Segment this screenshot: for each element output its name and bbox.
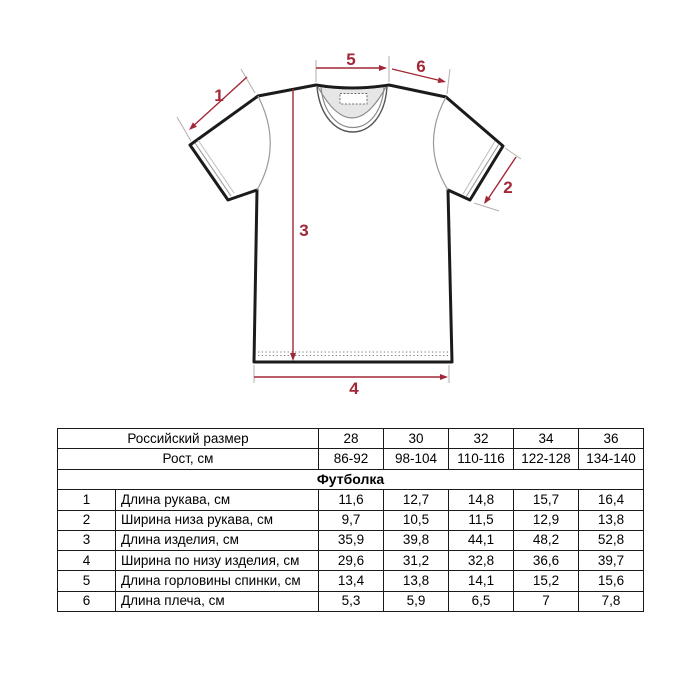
height-value: 134-140 bbox=[579, 449, 644, 469]
value-cell: 32,8 bbox=[449, 551, 514, 571]
value-cell: 10,5 bbox=[384, 510, 449, 530]
value-cell: 36,6 bbox=[514, 551, 579, 571]
value-cell: 29,6 bbox=[319, 551, 384, 571]
measure-label-5: 5 bbox=[346, 50, 356, 69]
size-table bbox=[57, 428, 644, 612]
height-value: 122-128 bbox=[514, 449, 579, 469]
value-cell: 15,6 bbox=[579, 571, 644, 591]
table-row bbox=[58, 591, 644, 611]
table-row-heights bbox=[58, 449, 644, 469]
table-row bbox=[58, 571, 644, 591]
size-value: 36 bbox=[579, 429, 644, 449]
measure-label-3: 3 bbox=[299, 221, 309, 240]
value-cell: 5,9 bbox=[384, 591, 449, 611]
row-number-cell: 5 bbox=[58, 571, 116, 591]
value-cell: 13,8 bbox=[384, 571, 449, 591]
value-cell: 7 bbox=[514, 591, 579, 611]
value-cell: 13,4 bbox=[319, 571, 384, 591]
measure-name-cell: Длина изделия, см bbox=[116, 530, 319, 550]
value-cell: 14,8 bbox=[449, 490, 514, 510]
arrowhead-4 bbox=[440, 374, 448, 380]
value-cell: 39,7 bbox=[579, 551, 644, 571]
row-number-cell: 4 bbox=[58, 551, 116, 571]
value-cell: 9,7 bbox=[319, 510, 384, 530]
value-cell: 11,6 bbox=[319, 490, 384, 510]
row-number-cell: 2 bbox=[58, 510, 116, 530]
value-cell: 15,7 bbox=[514, 490, 579, 510]
height-value: 86-92 bbox=[319, 449, 384, 469]
table-row-section bbox=[58, 469, 644, 490]
size-header-label: Российский размер bbox=[58, 429, 319, 449]
value-cell: 13,8 bbox=[579, 510, 644, 530]
row-number-cell: 1 bbox=[58, 490, 116, 510]
value-cell: 15,2 bbox=[514, 571, 579, 591]
measure-name-cell: Ширина по низу изделия, см bbox=[116, 551, 319, 571]
measure-name-cell: Ширина низа рукава, см bbox=[116, 510, 319, 530]
value-cell: 6,5 bbox=[449, 591, 514, 611]
value-cell: 11,5 bbox=[449, 510, 514, 530]
row-number-cell: 3 bbox=[58, 530, 116, 550]
table-row bbox=[58, 490, 644, 510]
height-header-label: Рост, см bbox=[58, 449, 319, 469]
height-value: 98-104 bbox=[384, 449, 449, 469]
value-cell: 44,1 bbox=[449, 530, 514, 550]
height-value: 110-116 bbox=[449, 449, 514, 469]
size-value: 32 bbox=[449, 429, 514, 449]
value-cell: 5,3 bbox=[319, 591, 384, 611]
table-row bbox=[58, 510, 644, 530]
table-row bbox=[58, 530, 644, 550]
table-row bbox=[58, 551, 644, 571]
measure-label-4: 4 bbox=[349, 379, 359, 398]
size-value: 30 bbox=[384, 429, 449, 449]
value-cell: 48,2 bbox=[514, 530, 579, 550]
value-cell: 7,8 bbox=[579, 591, 644, 611]
value-cell: 52,8 bbox=[579, 530, 644, 550]
value-cell: 31,2 bbox=[384, 551, 449, 571]
measure-label-2: 2 bbox=[503, 178, 513, 197]
value-cell: 12,9 bbox=[514, 510, 579, 530]
measure-name-cell: Длина рукава, см bbox=[116, 490, 319, 510]
size-value: 28 bbox=[319, 429, 384, 449]
value-cell: 35,9 bbox=[319, 530, 384, 550]
table-row-sizes bbox=[58, 429, 644, 449]
measure-label-6: 6 bbox=[416, 57, 426, 76]
neck-label bbox=[340, 94, 367, 105]
arrowhead-6 bbox=[438, 77, 447, 83]
value-cell: 14,1 bbox=[449, 571, 514, 591]
row-number-cell: 6 bbox=[58, 591, 116, 611]
section-title: Футболка bbox=[58, 469, 644, 490]
value-cell: 16,4 bbox=[579, 490, 644, 510]
measure-name-cell: Длина горловины спинки, см bbox=[116, 571, 319, 591]
value-cell: 39,8 bbox=[384, 530, 449, 550]
value-cell: 12,7 bbox=[384, 490, 449, 510]
size-value: 34 bbox=[514, 429, 579, 449]
measure-name-cell: Длина плеча, см bbox=[116, 591, 319, 611]
arrowhead-5 bbox=[379, 65, 387, 71]
measure-label-1: 1 bbox=[214, 86, 224, 105]
